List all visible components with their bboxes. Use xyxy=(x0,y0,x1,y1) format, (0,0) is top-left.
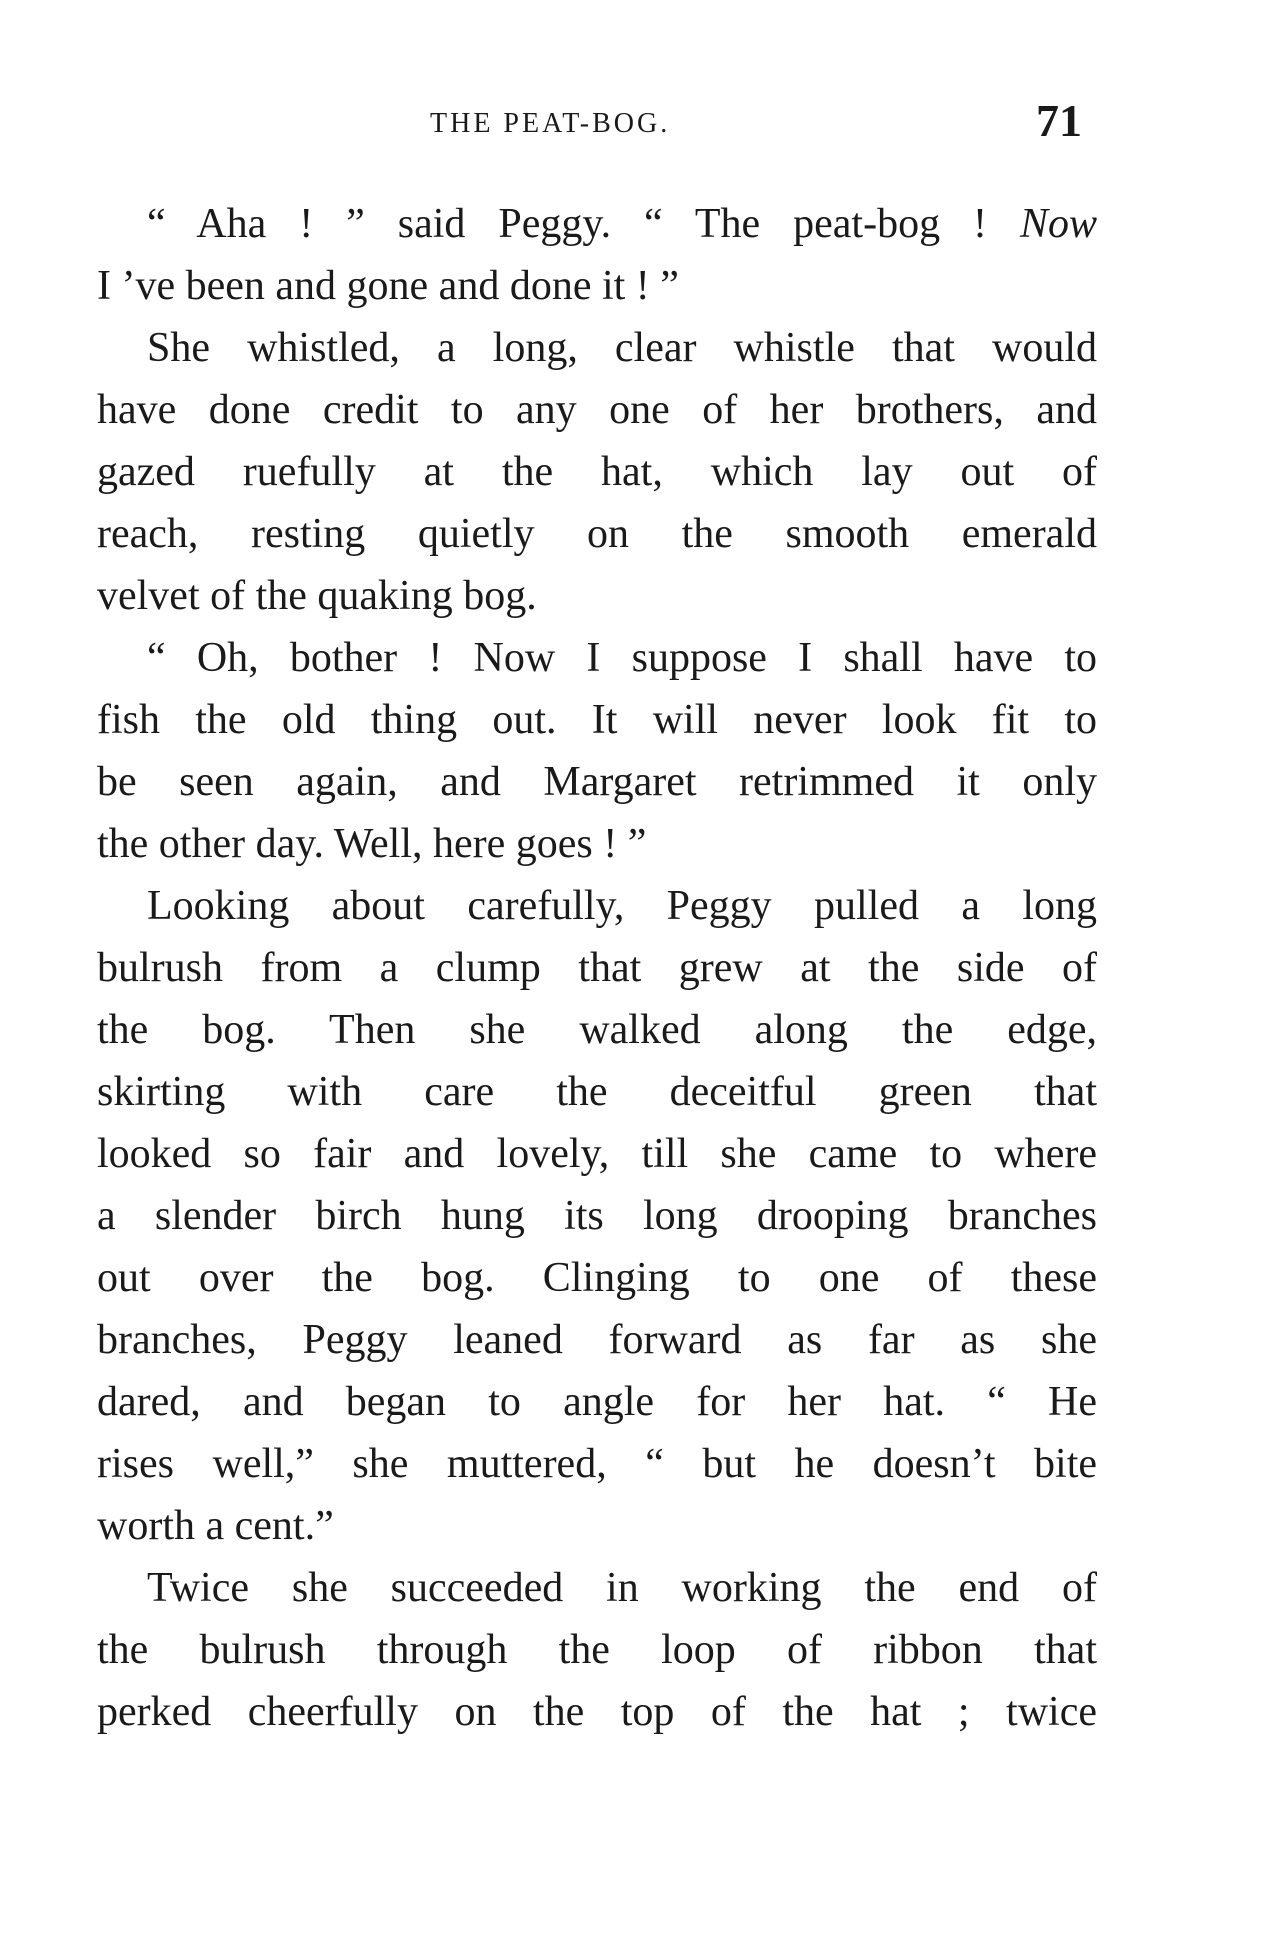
text-line: velvet of the quaking bog. xyxy=(97,573,537,619)
text-line: fish the old thing out. It will never look fit to xyxy=(97,697,1097,743)
text-line: worth a cent.” xyxy=(97,1503,334,1549)
text-line: gazed ruefully at the hat, which lay out of xyxy=(97,449,1097,495)
running-head xyxy=(0,95,1287,160)
text-line: the bog. Then she walked along the edge, xyxy=(97,1007,1097,1053)
body-text xyxy=(97,193,1097,1743)
text-line: dared, and began to angle for her hat. “ He xyxy=(97,1379,1097,1425)
text-line: Looking about carefully, Peggy pulled a long xyxy=(147,883,1097,929)
text-line: She whistled, a long, clear whistle that would xyxy=(147,325,1097,371)
text-line: out over the bog. Clinging to one of these xyxy=(97,1255,1097,1301)
text-line: “ Oh, bother ! Now I suppose I shall have to xyxy=(147,635,1097,681)
page-number: 71 xyxy=(1036,95,1082,146)
running-title: THE PEAT-BOG. xyxy=(430,108,671,139)
text-line: “ Aha ! ” said Peggy. “ The peat-bog ! Now xyxy=(147,201,1097,247)
text-line: the bulrush through the loop of ribbon that xyxy=(97,1627,1097,1673)
text-line: branches, Peggy leaned forward as far as she xyxy=(97,1317,1097,1363)
text-line: a slender birch hung its long drooping branches xyxy=(97,1193,1097,1239)
text-line: reach, resting quietly on the smooth emerald xyxy=(97,511,1097,557)
text-line: the other day. Well, here goes ! ” xyxy=(97,821,647,867)
text-line: skirting with care the deceitful green that xyxy=(97,1069,1097,1115)
text-line: have done credit to any one of her brothers, and xyxy=(97,387,1097,433)
text-line: looked so fair and lovely, till she came to where xyxy=(97,1131,1097,1177)
text-line: bulrush from a clump that grew at the side of xyxy=(97,945,1097,991)
text-line: be seen again, and Margaret retrimmed it only xyxy=(97,759,1097,805)
text-line: rises well,” she muttered, “ but he doesn’t bite xyxy=(97,1441,1097,1487)
italic-word: Now xyxy=(1019,201,1097,247)
text-line: perked cheerfully on the top of the hat ; twice xyxy=(97,1689,1097,1735)
text-line: I ’ve been and gone and done it ! ” xyxy=(97,263,679,309)
text-line: Twice she succeeded in working the end of xyxy=(147,1565,1097,1611)
